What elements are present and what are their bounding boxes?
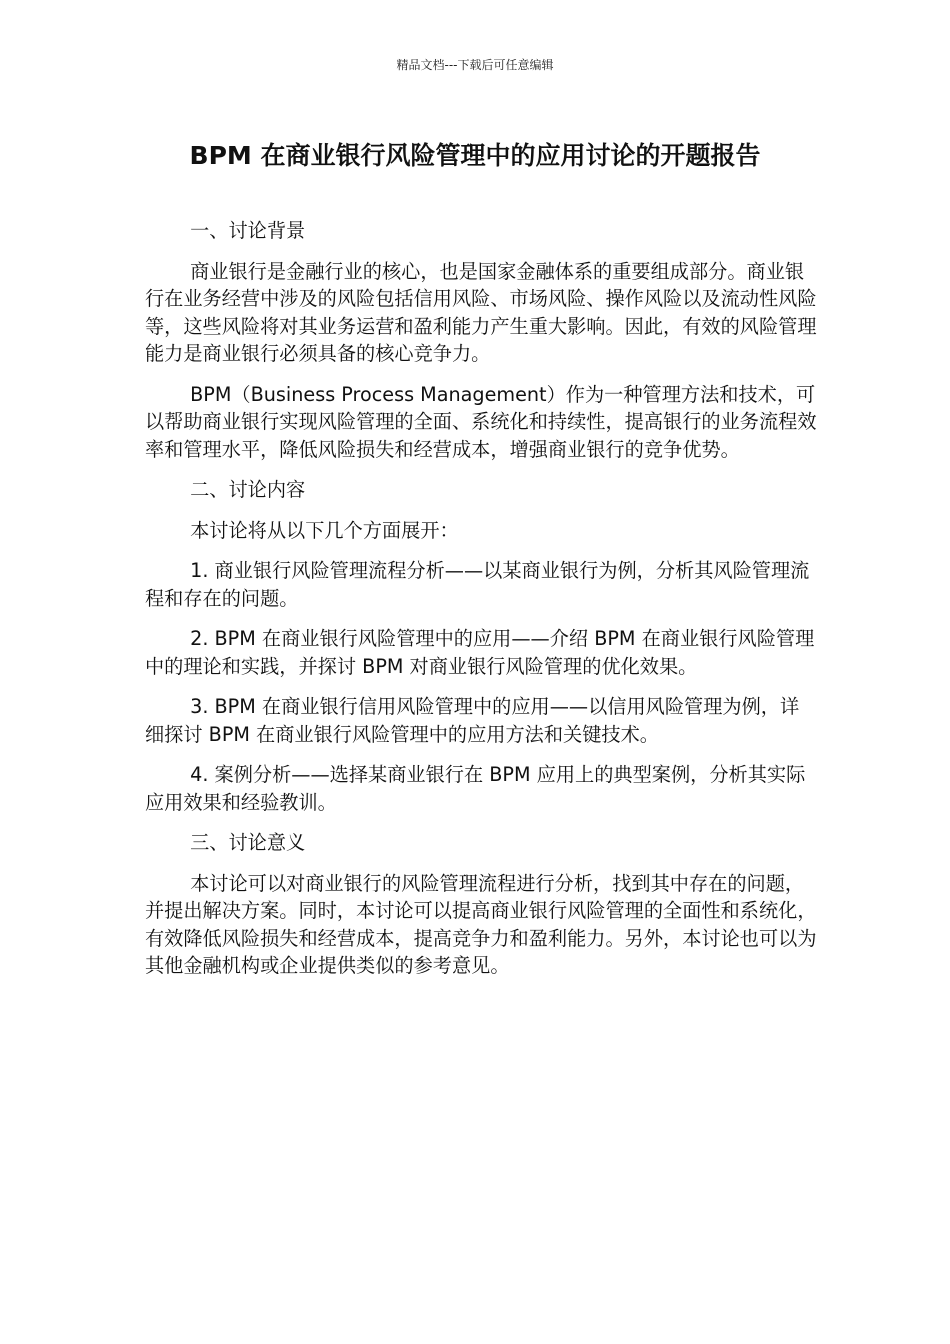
list-item-paragraph: 1. 商业银行风险管理流程分析——以某商业银行为例，分析其风险管理流程和存在的问题。 xyxy=(145,559,810,610)
document-body xyxy=(145,217,817,993)
list-item-paragraph: 2. BPM 在商业银行风险管理中的应用——介绍 BPM 在商业银行风险管理中的理论和实践，并探讨 BPM 对商业银行风险管理的优化效果。 xyxy=(145,627,815,678)
page-header-watermark: 精品文档---下载后可任意编辑 xyxy=(396,58,554,72)
section-heading: 三、讨论意义 xyxy=(190,831,306,854)
list-item-paragraph: 4. 案例分析——选择某商业银行在 BPM 应用上的典型案例，分析其实际应用效果和经验教训。 xyxy=(145,763,806,814)
body-paragraph: BPM（Business Process Management）作为一种管理方法和技术，可以帮助商业银行实现风险管理的全面、系统化和持续性，提高银行的业务流程效率和管理水平，降低风险损失和经营成本，增强商业银行的竞争优势。 xyxy=(145,382,817,461)
section-background xyxy=(145,217,817,463)
body-paragraph: 本讨论将从以下几个方面展开： xyxy=(190,518,459,542)
section-heading: 二、讨论内容 xyxy=(190,478,306,501)
body-paragraph: 商业银行是金融行业的核心，也是国家金融体系的重要组成部分。商业银行在业务经营中涉及的风险包括信用风险、市场风险、操作风险以及流动性风险等，这些风险将对其业务运营和盈利能力产生重大影响。因此，有效的风险管理能力是商业银行必须具备的核心竞争力。 xyxy=(145,259,817,365)
document-title: BPM 在商业银行风险管理中的应用讨论的开题报告 xyxy=(189,141,761,170)
section-content xyxy=(145,476,817,816)
section-heading: 一、讨论背景 xyxy=(190,219,306,242)
list-item-paragraph: 3. BPM 在商业银行信用风险管理中的应用——以信用风险管理为例，详细探讨 BPM 在商业银行风险管理中的应用方法和关键技术。 xyxy=(145,695,800,746)
section-significance xyxy=(145,829,817,980)
body-paragraph: 本讨论可以对商业银行的风险管理流程进行分析，找到其中存在的问题，并提出解决方案。同时，本讨论可以提高商业银行风险管理的全面性和系统化，有效降低风险损失和经营成本，提高竞争力和盈利能力。另外，本讨论也可以为其他金融机构或企业提供类似的参考意见。 xyxy=(145,871,817,977)
